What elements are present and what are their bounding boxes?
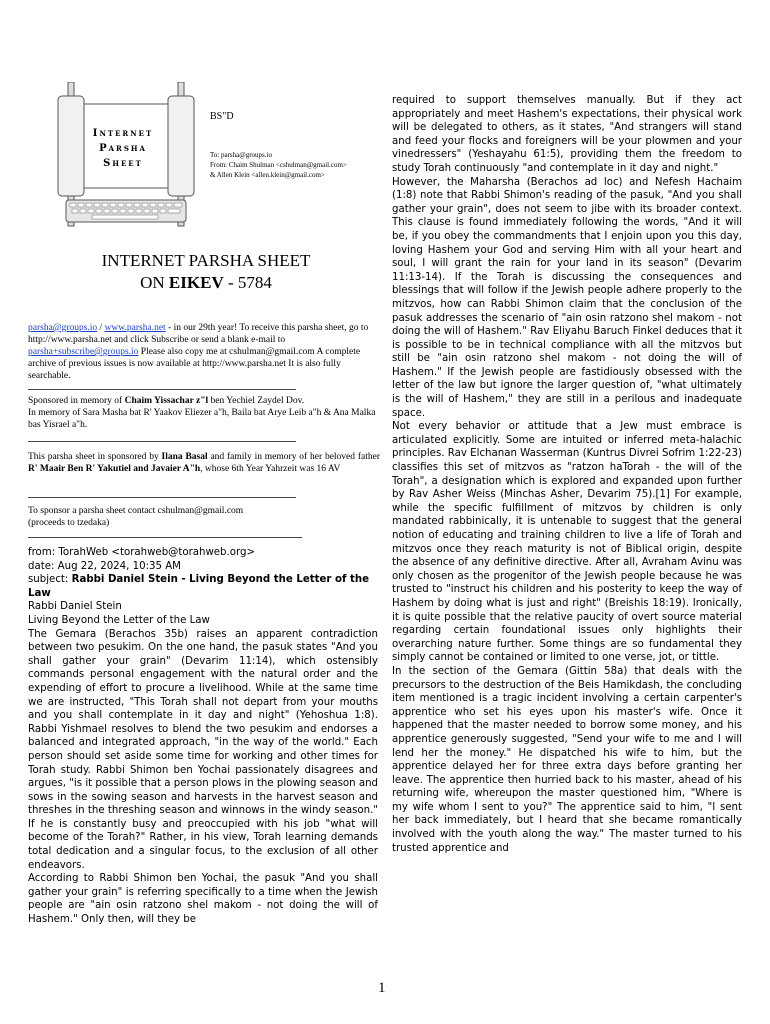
contact-and: & Allen Klein <allen.klein@gmail.com> — [210, 171, 325, 179]
divider — [28, 441, 296, 442]
bsd-mark: BS"D — [210, 111, 234, 122]
parsha-website-link[interactable]: www.parsha.net — [104, 323, 166, 333]
article-paragraph-5: Not every behavior or attitude that a Jew must embrace is articulated explicitly. Some are intuited or inferred meta-halachic principles. Rav Elchanan Wasserman (Kuntrus Divrei Sofrim 1:22-23) classifies this set of mitzvos as "ratzon haTorah - the will of the Torah", a designation which is explored and expanded upon further by Rav Asher Weiss (Minchas Asher, Devarim 75).[1] For example, while the specific fulfillment of mitzvos by children is only mandated rabbinically, it is untenable to suggest that the general notion of educating and training children to live a life of Torah and mitzvos once they reach maturity is not of Biblical origin, despite the absence of any definitive directive. After all, Avraham Avinu was only chosen as the progenitor of the Jewish people because he was trusted to "instruct his children and his posterity to keep the way of Hashem by doing what is just and right" (Breishis 18:19). Ironically, it is quite possible that the relative paucity of overt source material regarding certain foundational issues only highlights their overarching nature further. Some things are so fundamental they simply cannot be contained or limited to one verse, jot, or tittle. — [392, 421, 742, 664]
divider — [28, 537, 302, 538]
sponsor-1 — [28, 395, 380, 431]
title-line-1: INTERNET PARSHA SHEET — [101, 251, 311, 270]
article-paragraph-1: The Gemara (Berachos 35b) raises an apparent contradiction between two pesukim. On the one hand, the pasuk states "And you shall gather your grain" (Devarim 11:14), which ostensibly commands personal engagement with the natural order and the expending of effort to procure a livelihood. While at the same time we are instructed, "This Torah shall not depart from your mouths and you shall contemplate in it day and night" (Yehoshua 1:8). Rabbi Yishmael resolves to blend the two pesukim and endorses a balanced and integrated approach, "in the way of the world." Each person should set aside some time for working and other times for Torah study. Rabbi Shimon ben Yochai passionately disagrees and argues, "is it possible that a person plows in the plowing season and sows in the sowing season and harvests in the harvest season and threshes in the threshing season and winnows in the windy season." If he is constantly busy and preoccupied with his job "what will become of the Torah?" Rather, in his view, Torah learning demands total dedication and a singular focus, to the exclusion of all other endeavors. — [28, 628, 378, 871]
logo-text — [78, 126, 168, 171]
logo-line-3: Sheet — [103, 158, 143, 169]
sponsor-3 — [28, 505, 380, 529]
title-year: - 5784 — [223, 273, 272, 292]
sponsor-1-rest: ben Yechiel Zaydel Dov. — [208, 396, 305, 406]
divider — [28, 389, 296, 390]
sponsor-2-prefix: This parsha sheet in sponsored by — [28, 452, 162, 462]
article-paragraph-2: According to Rabbi Shimon ben Yochai, the pasuk "And you shall gather your grain" is referring specifically to a time when the Jewish people are "ain osin ratzono shel makom - not doing the will of Hashem." Only then, will they be — [28, 873, 378, 926]
sponsor-1-line-1 — [28, 395, 380, 407]
article-author: Rabbi Daniel Stein — [28, 601, 122, 613]
sponsor-1-prefix: Sponsored in memory of — [28, 396, 125, 406]
contact-from: From: Chaim Shulman <cshulman@gmail.com> — [210, 161, 347, 169]
page-number: 1 — [378, 980, 386, 996]
intro-text-2: Please also copy me at cshulman@gmail.com A complete archive of previous issues is now available at http://www.parsha.net It is also fully searchable. — [28, 347, 361, 381]
intro-paragraph — [28, 322, 380, 382]
title-on: ON — [140, 273, 165, 292]
contact-to: To: parsha@groups.io — [210, 151, 272, 159]
email-subject-text: Rabbi Daniel Stein - Living Beyond the Letter of the Law — [28, 574, 369, 599]
email-subject — [28, 573, 378, 600]
sponsor-2-father: R' Maair Ben R' Yakutiel and Javaier A"h — [28, 464, 201, 474]
title-line-2 — [56, 272, 356, 294]
article-paragraph-4: However, the Maharsha (Berachos ad loc) and Nefesh Hachaim (1:8) note that Rabbi Shimon's reading of the pasuk, "And you shall gather your grain", does not seem to jibe with its broader context. This clause is found immediately following the words, "And it will be, if you obey the commandments that I enjoin upon you this day, loving Hashem your God and serving Him with all your heart and soul, I will grant the rain for your land in its season" (Devarim 11:13-14). If the Torah is discussing the consequences and blessings that will follow if the Jewish people adhere properly to the mitzvos, how can Rabbi Shimon claim that the conclusion of the pasuk addresses the scenario of "ain osin ratzono shel makom - not doing the will of Hashem." Rav Eliyahu Baruch Finkel deduces that it is possible to be in technical compliance with all the mitzvos but still be "ain osin ratzono shel makom - not doing the will of Hashem." If the Jewish people are fastidiously obsessed with the letter of the law but ignore the larger question of, "what ultimately is the will of Hashem," they are still in a perilous and inadequate space. — [392, 176, 742, 419]
right-column — [392, 94, 742, 855]
intro-sep: / — [97, 323, 105, 333]
article-title: Living Beyond the Letter of the Law — [28, 614, 210, 626]
sponsor-2 — [28, 451, 380, 475]
sponsor-2-name: Ilana Basal — [161, 452, 208, 462]
sponsor-1-line-2: In memory of Sara Masha bat R' Yaakov Eliezer a"h, Baila bat Arye Leib a"h & Ana Malka bas Yisrael a"h. — [28, 408, 376, 430]
article-paragraph-3: required to support themselves manually. But if they act appropriately and meet Hashem's expectations, their physical work will be delegated to others, as it states, "And strangers will stand and feed your flocks and foreigners will be your plowmen and your vinedressers" (Yeshayahu 61:5), providing them the freedom to study Torah continuously "and contemplate in it day and night." — [392, 95, 742, 174]
logo-line-2: Parsha — [99, 143, 147, 154]
sponsor-1-name: Chaim Yissachar z"l — [124, 396, 209, 406]
contact-block — [210, 150, 380, 180]
sponsor-2-mid: and family in memory of her beloved father — [207, 452, 380, 462]
email-subject-prefix: subject: — [28, 574, 72, 586]
title-parsha: EIKEV — [168, 273, 224, 292]
sponsor-2-rest: , whose 6th Year Yahrzeit was 16 AV — [200, 464, 341, 474]
logo-line-1: Internet — [92, 128, 154, 139]
sponsor-3-line-1: To sponsor a parsha sheet contact cshulman@gmail.com — [28, 506, 244, 516]
subscribe-email-link[interactable]: parsha+subscribe@groups.io — [28, 347, 139, 357]
left-column — [28, 546, 378, 927]
email-from: from: TorahWeb <torahweb@torahweb.org> — [28, 547, 256, 558]
intro-text-1: - in our 29th year! To receive this parsha sheet, go to http://www.parsha.net and click Subscribe or send a blank e-mail to — [28, 323, 369, 345]
sponsor-3-line-2: (proceeds to tzedaka) — [28, 518, 110, 528]
internet-parsha-sheet-logo — [56, 82, 196, 232]
page-title — [56, 250, 356, 294]
email-date: date: Aug 22, 2024, 10:35 AM — [28, 560, 181, 572]
divider — [28, 497, 296, 498]
article-paragraph-6: In the section of the Gemara (Gittin 58a) that deals with the precursors to the destruction of the Beis Hamikdash, the concluding item mentioned is a tragic incident involving a certain carpenter's apprentice who set his eyes upon his master's wife. Once it happened that the master needed to borrow some money, and his apprentice generously suggested, "Send your wife to me and I will lend her the money." He dispatched his wife to him, but the apprentice delayed her for three extra days before granting her leave. The apprentice then hurried back to his master, ahead of his returning wife, whereupon the master questioned him, "Where is my wife whom I sent to you?" The apprentice said to him, "I sent her back immediately, but I heard that she became romantically involved with the youth along the way." The master turned to his trusted apprentice and — [392, 665, 742, 854]
parsha-email-link[interactable]: parsha@groups.io — [28, 323, 98, 333]
